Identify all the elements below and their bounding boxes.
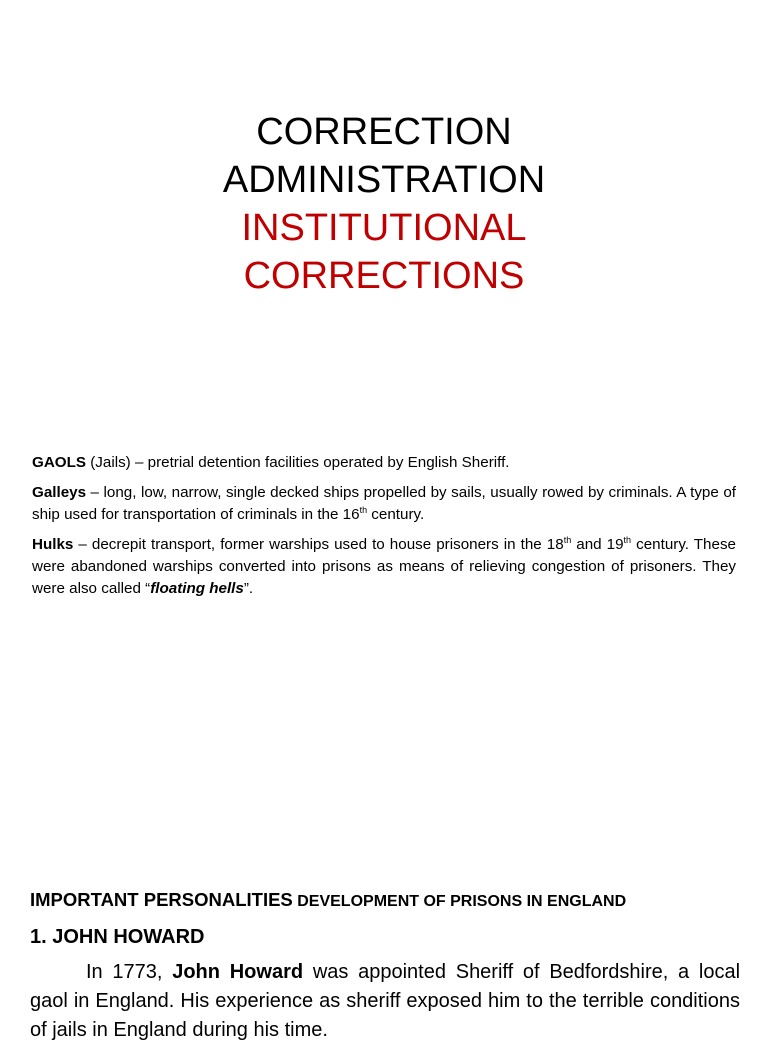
definition-hulks <box>32 534 736 600</box>
paragraph-text: In 1773, <box>86 961 173 983</box>
title-line-1: CORRECTION <box>256 111 512 153</box>
definition-text: – decrepit transport, former warships used to house prisoners in the 18 <box>73 536 564 553</box>
definitions-block <box>32 452 736 608</box>
definition-text: century. <box>367 506 425 523</box>
definition-galleys <box>32 482 736 526</box>
superscript: th <box>359 504 368 515</box>
definition-term: Hulks <box>32 536 74 553</box>
definition-text: and 19 <box>571 536 624 553</box>
definition-term: GAOLS <box>32 454 87 471</box>
subtitle-line-2: CORRECTIONS <box>243 255 525 297</box>
definition-gaols <box>32 452 736 474</box>
definition-text: (Jails) – pretrial detention facilities operated by English Sheriff. <box>86 454 510 471</box>
title-block <box>0 108 768 300</box>
person-name: John Howard <box>172 961 304 983</box>
section-heading <box>30 884 740 918</box>
subtitle-line-1: INSTITUTIONAL <box>241 207 527 249</box>
section-heading-main: IMPORTANT PERSONALITIES <box>30 889 293 910</box>
emphasis-text: floating hells <box>150 580 244 597</box>
definition-text: – long, low, narrow, single decked ships propelled by sails, usually rowed by criminals. A type of ship used for transportation of criminals in the 16 <box>32 484 736 523</box>
superscript: th <box>563 534 572 545</box>
definition-text: century. These were abandoned warships converted into prisons as means of relieving congestion of prisoners. They were also called “ <box>32 536 736 597</box>
person-heading: 1. JOHN HOWARD <box>30 926 205 948</box>
section-heading-sub: DEVELOPMENT OF PRISONS IN ENGLAND <box>292 893 627 910</box>
definition-term: Galleys <box>32 484 87 501</box>
body-paragraph <box>30 958 740 1045</box>
definition-text: ”. <box>243 580 254 597</box>
paragraph-text: was appointed Sheriff of Bedfordshire, a local gaol in England. His experience as sheriff exposed him to the terrible conditions of jails in England during his time. <box>30 961 741 1041</box>
superscript: th <box>623 534 632 545</box>
title-line-2: ADMINISTRATION <box>222 159 546 201</box>
personalities-section <box>30 884 740 1045</box>
